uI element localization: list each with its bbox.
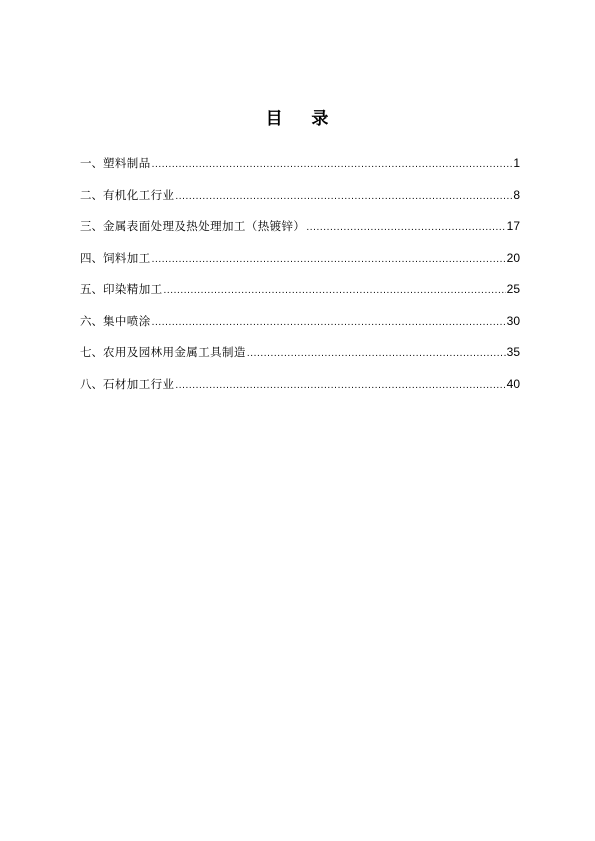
toc-entry-number: 八、 bbox=[80, 376, 103, 391]
toc-dot-leader bbox=[175, 185, 512, 209]
toc-entry-title: 印染精加工 bbox=[103, 282, 163, 296]
toc-dot-leader bbox=[152, 311, 506, 335]
toc-dot-leader bbox=[247, 342, 506, 366]
toc-entry-number: 五、 bbox=[80, 282, 103, 296]
toc-entry-page: 8 bbox=[513, 187, 520, 202]
toc-dot-leader bbox=[306, 216, 505, 240]
toc-entry-title: 农用及园林用金属工具制造 bbox=[103, 345, 246, 359]
table-of-contents bbox=[80, 151, 520, 403]
toc-entry-number: 四、 bbox=[80, 250, 103, 265]
toc-entry-title: 金属表面处理及热处理加工（热镀锌） bbox=[103, 219, 306, 233]
toc-dot-leader bbox=[152, 248, 506, 272]
toc-entry[interactable] bbox=[80, 214, 520, 246]
toc-entry-title: 集中喷涂 bbox=[103, 313, 151, 328]
toc-entry-number: 七、 bbox=[80, 345, 103, 359]
toc-entry-page: 1 bbox=[513, 156, 520, 170]
toc-entry-number: 二、 bbox=[80, 187, 103, 202]
toc-entry-title: 塑料制品 bbox=[103, 156, 151, 170]
toc-dot-leader bbox=[164, 279, 506, 303]
toc-dot-leader bbox=[152, 153, 513, 177]
toc-entry-title: 有机化工行业 bbox=[103, 187, 175, 202]
toc-entry[interactable] bbox=[80, 277, 520, 309]
toc-entry-page: 17 bbox=[506, 219, 520, 233]
toc-entry-page: 35 bbox=[506, 345, 520, 359]
toc-title: 目 录 bbox=[265, 109, 330, 129]
toc-entry[interactable] bbox=[80, 183, 520, 215]
toc-entry-page: 30 bbox=[506, 313, 520, 328]
toc-entry-number: 一、 bbox=[80, 156, 103, 170]
toc-entry-page: 40 bbox=[506, 376, 520, 391]
toc-entry-number: 六、 bbox=[80, 313, 103, 328]
toc-entry[interactable] bbox=[80, 309, 520, 341]
toc-entry-title: 饲料加工 bbox=[103, 250, 151, 265]
toc-entry-page: 20 bbox=[506, 250, 520, 265]
toc-entry[interactable] bbox=[80, 340, 520, 372]
toc-entry[interactable] bbox=[80, 372, 520, 404]
toc-dot-leader bbox=[175, 374, 505, 398]
toc-entry-title: 石材加工行业 bbox=[103, 376, 175, 391]
toc-entry-page: 25 bbox=[506, 282, 520, 296]
toc-entry[interactable] bbox=[80, 246, 520, 278]
toc-entry-number: 三、 bbox=[80, 219, 103, 233]
toc-entry[interactable] bbox=[80, 151, 520, 183]
